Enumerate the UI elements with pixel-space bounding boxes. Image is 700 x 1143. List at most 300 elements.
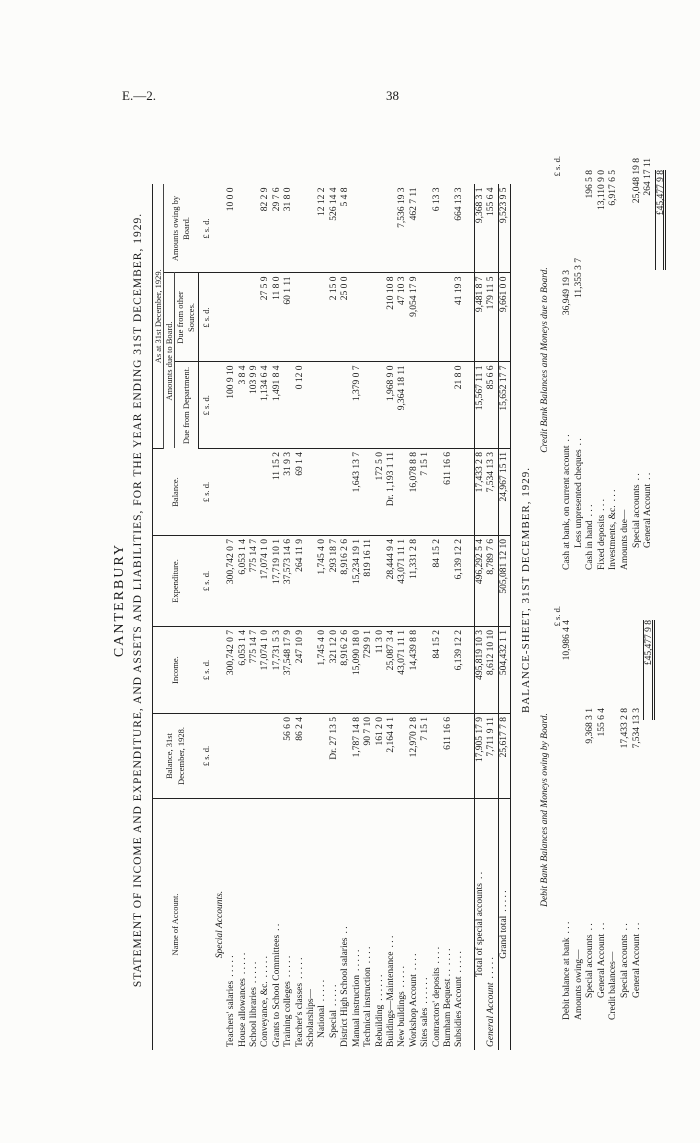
balance-sheet-row [574,150,586,570]
bs-amount-inner [597,270,609,360]
account-label: Contractors' deposits [431,967,442,1047]
leader-dots: . . . . . [486,957,497,979]
amount-inc: 300,742 0 7 [226,627,237,714]
bs-label [597,360,609,570]
bs-label [632,798,644,1008]
amount-bal [249,449,260,536]
amount-exp [443,536,454,627]
balance-sheet-row [643,150,655,570]
balance-sheet-row [632,600,644,1020]
section-label: Special Accounts. [214,890,225,959]
amount-dept: 103 9 9 [249,362,260,449]
amount-exp: 300,742 0 7 [226,536,237,627]
account-name [249,799,260,1051]
amount-exp: 37,573 14 6 [283,536,294,627]
table-row [295,185,306,1051]
balance-sheet-title: BALANCE-SHEET, 31ST DECEMBER, 1929. [520,466,532,714]
leader-dots: . . . . . [317,979,328,1002]
units-cell: £ s. d. [198,627,215,714]
account-label: Sites sales [420,1007,431,1047]
amount-exp: 293 18 7 [329,536,340,627]
leader-dots: . . [619,923,630,931]
bs-amount-inner [643,258,655,348]
account-label: House allowances [237,978,248,1047]
account-label: Buildings—Maintenance [385,951,396,1047]
amount-dept: 15,652 17 7 [498,362,510,449]
amount-exp: 819 16 11 [363,536,374,627]
account-label: Training colleges [283,981,294,1047]
bs-amount: 10,986 4 4 [562,620,572,661]
amount-bal: 7 15 1 [420,449,431,536]
amount-b28: 25,617 7 8 [498,714,510,799]
col-expenditure: Expenditure. [153,536,199,627]
amount-b28: 90 7 10 [363,714,374,799]
amount-inc [306,627,317,714]
amount-bal: 611 16 6 [443,449,454,536]
account-name [295,799,306,1051]
amount-dept: 21 8 0 [454,362,465,449]
bs-amount: 25,048 19 8 [631,158,642,204]
bs-label-text: Investments, &c. [608,505,619,570]
amount-b28: 86 2 4 [295,714,306,799]
amount-b28 [454,714,465,799]
account-name [272,799,283,1051]
credit-total: £45,477 9 8 [655,170,667,270]
balance-sheet-row [597,150,609,570]
amount-owe [352,185,363,274]
amount-bal: 17,433 2 8 [474,449,486,536]
leader-dots: . . . . . [498,890,509,912]
amount-owe: 29 7 6 [272,185,283,274]
account-label: Subsidies Account [454,976,465,1047]
amount-inc: 25,087 3 4 [386,627,397,714]
table-row [486,185,498,1051]
balance-sheet-row [597,600,609,1020]
amount-other: 41 19 3 [454,273,465,362]
table-row [386,185,397,1051]
units-name-cell [198,799,215,1051]
amount-bal: 16,078 8 8 [409,449,420,536]
amount-owe: 9,368 3 1 [474,185,486,274]
amount-inc: 43,071 11 1 [397,627,408,714]
bs-amount [574,158,586,258]
leader-dots: . . . . [363,946,374,964]
account-label: Teacher's classes [294,982,305,1047]
balance-sheet-row [574,600,586,1020]
amount-owe [295,185,306,274]
amount-owe: 155 6 4 [486,185,498,274]
col-due-dept: Due from Department. [175,362,199,449]
bs-amount [620,608,632,708]
account-name [443,799,454,1051]
amount-b28: Dr. 27 13 5 [329,714,340,799]
leader-dots: . . . . . . [374,974,385,1001]
bs-label [562,360,574,570]
table-row [498,185,510,1051]
bs-amount [620,170,632,270]
amount-owe: 462 7 11 [409,185,420,274]
leader-dots: . . [631,922,642,930]
account-name [420,799,431,1051]
account-name [454,799,465,1051]
bs-label-text: Less unpresented cheques [573,449,584,548]
table-row [238,185,249,1051]
leader-dots: . . . [585,504,596,517]
bs-amount-inner [632,258,644,348]
district-title: CANTERBURY [112,542,127,658]
amount-inc: 321 12 0 [329,627,340,714]
bs-label [608,360,620,570]
leader-dots: . . [631,473,642,481]
amount-inc: 84 15 2 [432,627,443,714]
amount-exp [375,536,386,627]
bs-label [574,810,586,1020]
bs-label [574,348,586,558]
leader-dots: . . . [562,921,572,934]
bs-amount: 6,917 6 5 [608,170,619,206]
amount-exp: 15,234 19 1 [352,536,363,627]
amount-inc: 6,053 1 4 [238,627,249,714]
col-balance: Balance. [153,449,199,536]
bs-label [632,348,644,558]
bs-amount-inner: 9,368 3 1 [585,708,596,744]
amount-exp: 8,916 2 6 [340,536,351,627]
amount-inc: 6,139 12 2 [454,627,465,714]
amount-b28 [397,714,408,799]
bs-label-text: Special accounts [585,934,596,998]
balance-sheet-row [632,150,644,570]
table-row [329,185,340,1051]
account-name [409,799,420,1051]
table-row [432,185,443,1051]
amount-other: 210 10 8 [386,273,397,362]
amount-b28: 7,711 9 11 [486,714,498,799]
table-row [409,185,420,1051]
credit-column [540,150,666,570]
amount-owe: 7,536 19 3 [397,185,408,274]
table-row [454,185,465,1051]
amount-other [420,273,431,362]
table-row [443,185,454,1051]
credit-total-row [655,150,667,570]
account-label: Burnham Bequest . . [442,969,453,1047]
amount-inc: 775 14 7 [249,627,260,714]
debit-heading: Debit Bank Balances and Moneys owing by Board. [540,713,550,907]
account-name [329,799,340,1051]
table-row [306,185,317,1051]
amount-bal [260,449,271,536]
table-body [198,185,510,1051]
amount-other [295,273,306,362]
leader-dots: . . . . . [397,965,408,988]
bs-amount-inner: 11,355 3 7 [573,258,584,299]
col-income: Income. [153,627,199,714]
amount-exp: 6,053 1 4 [238,536,249,627]
bs-label [585,798,597,1008]
leader-dots: . . [474,871,485,880]
amount-bal [226,449,237,536]
bs-amount [574,620,586,720]
amount-b28: 611 16 6 [443,714,454,799]
amount-inc: 495,819 10 3 [474,627,486,714]
accounts-table [152,185,511,1051]
amount-owe [386,185,397,274]
account-label: Technical instruction [363,967,374,1047]
amount-dept [306,362,317,449]
amount-other: 11 8 0 [272,273,283,362]
leader-dots: . . [271,923,282,931]
bs-amount: 196 5 8 [585,170,596,199]
balance-sheet-row [562,600,574,1020]
units-cell: £ s. d. [198,273,215,362]
amount-exp: 6,139 12 2 [454,536,465,627]
bs-label [620,360,632,570]
amount-bal [340,449,351,536]
amount-other [432,273,443,362]
amount-dept: 15,567 11 1 [474,362,486,449]
amount-other: 25 0 0 [340,273,351,362]
col-name: Name of Account. [153,799,199,1051]
account-label: Rebuilding [374,1004,385,1047]
account-label: District High School salaries [340,937,351,1047]
amount-owe: 664 13 3 [454,185,465,274]
amount-exp: 11,331 2 8 [409,536,420,627]
amount-exp [420,536,431,627]
amount-b28 [226,714,237,799]
page-reference: E.—2. [122,88,156,103]
bs-label-text: Amounts owing— [573,949,584,1020]
bs-label [620,798,632,1008]
leader-dots: . . . [385,935,396,948]
col-due-to-board: Amounts due to Board. [164,273,175,449]
bs-label-text: Special accounts [631,484,642,548]
amount-b28 [272,714,283,799]
amount-b28: 161 2 0 [375,714,386,799]
account-name [474,799,486,1051]
table-row [226,185,237,1051]
account-name [317,799,328,1051]
leader-dots: . . . . . [226,955,237,977]
units-cell: £ s. d. [198,185,215,274]
amount-exp: 775 14 7 [249,536,260,627]
account-name [397,799,408,1051]
leader-dots: . . [573,438,584,446]
bs-amount [632,608,644,708]
amount-other: 179 11 5 [486,273,498,362]
bs-amount: 13,110 9 0 [596,170,607,211]
account-label: National [317,1005,328,1038]
amount-bal [363,449,374,536]
bs-amount-inner: 36,949 19 3 [562,270,572,316]
debit-rows [562,600,643,1020]
amount-inc: 8,916 2 6 [340,627,351,714]
section-row [215,185,226,1051]
amount-dept: 9,364 18 11 [397,362,408,449]
amount-other: 9,661 0 0 [498,273,510,362]
table-row [363,185,374,1051]
account-name [352,799,363,1051]
units-cell: £ s. d. [198,362,215,449]
amount-dept [420,362,431,449]
table-row [340,185,351,1051]
leader-dots: . . . . . [454,951,465,973]
amount-dept: 3 8 4 [238,362,249,449]
table-row [397,185,408,1051]
amount-dept [432,362,443,449]
amount-exp: 84 15 2 [432,536,443,627]
bs-label-text: Cash at bank, on current account [562,445,572,570]
bs-label [562,810,574,1020]
amount-bal: 1,643 13 7 [352,449,363,536]
amount-other: 9,481 8 7 [474,273,486,362]
account-label: Total of special accounts [474,883,485,978]
amount-exp: 496,292 5 4 [474,536,486,627]
leader-dots: . . . . . [283,955,294,978]
amount-inc: 729 9 1 [363,627,374,714]
amount-dept [443,362,454,449]
bs-amount-inner [620,270,632,360]
amount-other [226,273,237,362]
bs-amount-inner: 7,534 13 3 [631,708,642,749]
amount-other: 47 10 3 [397,273,408,362]
amount-b28 [432,714,443,799]
amount-owe [363,185,374,274]
amount-exp: 43,071 11 1 [397,536,408,627]
table-row [420,185,431,1051]
amount-exp: 28,444 9 4 [386,536,397,627]
table-row [283,185,294,1051]
leader-dots: . . . . . [328,984,339,1007]
amount-exp: 264 11 9 [295,536,306,627]
leader-dots: . . [585,923,596,931]
amount-dept: 1,134 6 4 [260,362,271,449]
amount-dept: 100 9 10 [226,362,237,449]
amount-dept: 0 12 0 [295,362,306,449]
amount-bal [397,449,408,536]
amount-inc: 37,548 17 9 [283,627,294,714]
amount-inc [420,627,431,714]
bs-amount-inner [608,720,620,810]
balance-sheet-row [562,150,574,570]
account-label: Conveyance, &c. [260,981,271,1047]
col-as-at: As at 31st December, 1929. [153,185,164,449]
amount-other: 2 15 0 [329,273,340,362]
amount-owe [238,185,249,274]
leader-dots: . . . . . [351,949,362,971]
bs-amount [562,170,574,270]
bs-label-text: General Account [643,483,654,548]
bs-label-text: Special accounts [619,934,630,998]
account-name [363,799,374,1051]
units-cell: £ s. d. [198,714,215,799]
account-label: Grants to School Committees [271,934,282,1047]
amount-bal: 11 15 2 [272,449,283,536]
amount-dept: 1,491 8 4 [272,362,283,449]
amount-exp: 505,081 12 10 [498,536,510,627]
bs-label [597,798,609,1008]
amount-inc: 247 10 9 [295,627,306,714]
amount-owe: 31 8 0 [283,185,294,274]
amount-b28 [260,714,271,799]
amount-bal: 24,967 15 11 [498,449,510,536]
amount-inc [443,627,454,714]
bs-label-text: Cash in hand [585,520,596,570]
account-name [306,799,317,1051]
account-label: Workshop Account [408,974,419,1047]
credit-rows [562,150,655,570]
account-name [498,799,510,1051]
table-row [352,185,363,1051]
amount-owe [420,185,431,274]
amount-other [306,273,317,362]
leader-dots: . . . . . [294,957,305,979]
amount-b28: 17,905 17 9 [474,714,486,799]
account-name [486,799,498,1051]
amount-bal [329,449,340,536]
amount-bal [306,449,317,536]
balance-sheet-row [585,600,597,1020]
amount-bal: 31 9 3 [283,449,294,536]
amount-other [443,273,454,362]
units-cell: £ s. d. [198,536,215,627]
table-row [249,185,260,1051]
amount-dept [363,362,374,449]
account-name [260,799,271,1051]
amount-other [363,273,374,362]
amount-owe [375,185,386,274]
balance-sheet-row [585,150,597,570]
amount-dept [375,362,386,449]
amount-other [317,273,328,362]
leader-dots: . . . . [408,953,419,971]
amount-dept: 85 6 6 [486,362,498,449]
statement-title: STATEMENT OF INCOME AND EXPENDITURE, AND ASSETS AND LIABILITIES, FOR THE YEAR ENDING 31ST DECEMBER, 1929. [132,212,144,988]
amount-exp: 17,719 10 1 [272,536,283,627]
amount-owe: 526 14 4 [329,185,340,274]
leader-dots: . . [340,926,351,934]
amount-owe: 12 12 2 [317,185,328,274]
leader-dots: . . . . [442,948,453,966]
amount-bal [238,449,249,536]
credit-units: £ s. d. [552,156,562,177]
account-label: New buildings [397,991,408,1047]
bs-label-text: Fixed deposits [596,514,607,570]
amount-bal: 7,534 13 3 [486,449,498,536]
account-name [226,799,237,1051]
account-label: General Account [486,982,497,1047]
amount-exp: 8,789 7 6 [486,536,498,627]
rotated-page-content [110,120,695,1080]
table-row [375,185,386,1051]
account-name [432,799,443,1051]
amount-bal: 69 1 4 [295,449,306,536]
amount-inc: 11 3 0 [375,627,386,714]
account-label: Scholarships— [306,988,317,1047]
account-name [238,799,249,1051]
bs-amount-inner: 155 6 4 [596,708,607,737]
bs-label-text: General Account [631,933,642,998]
leader-dots: . . . . . [237,952,248,975]
amount-b28 [317,714,328,799]
leader-dots: . . . . [431,946,442,964]
balance-sheet-row [608,150,620,570]
amount-dept [340,362,351,449]
bs-amount-inner: 17,433 2 8 [619,708,630,749]
debit-total: £45,477 9 8 [643,620,655,720]
debit-total-row [643,600,655,1020]
amount-other [352,273,363,362]
amount-b28: 12,970 2 8 [409,714,420,799]
